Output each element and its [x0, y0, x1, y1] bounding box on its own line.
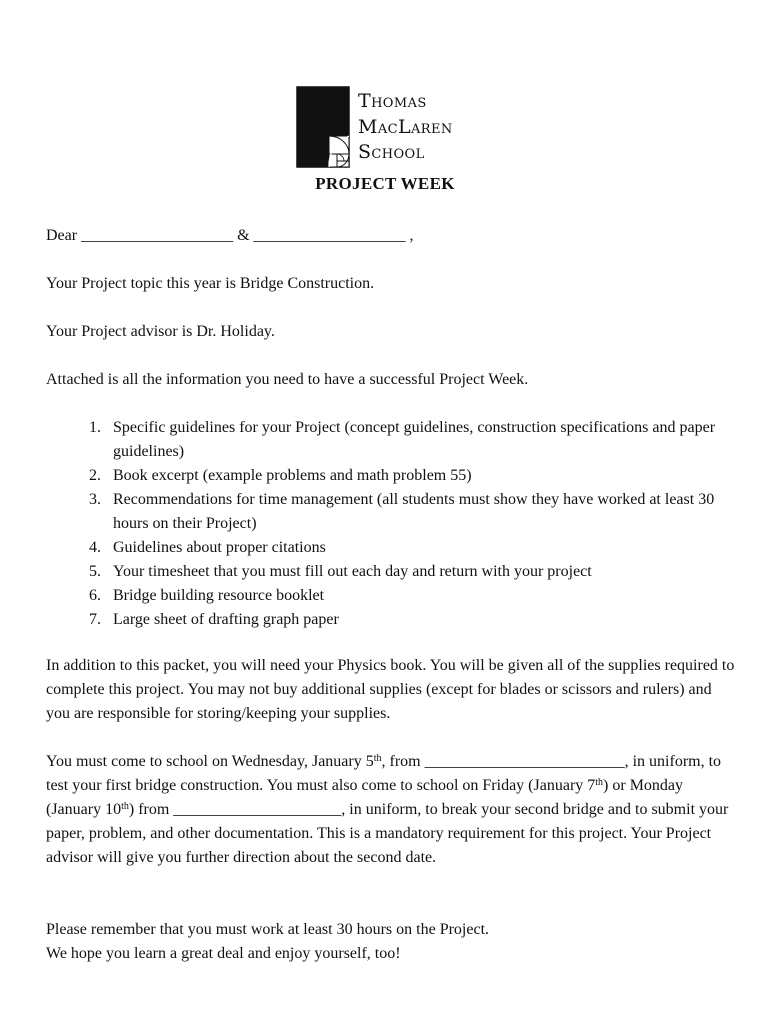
- list-item: [46, 416, 736, 464]
- page-title: PROJECT WEEK: [315, 174, 455, 193]
- list-number: 7.: [89, 611, 101, 628]
- list-item: [46, 584, 736, 608]
- attachments-list: [46, 416, 736, 632]
- list-item-text: Bridge building resource booklet: [113, 587, 325, 604]
- schedule-text-c: ) or Monday (January 10: [46, 777, 684, 818]
- golden-spiral-logo-icon: [296, 86, 350, 168]
- school-logo: [296, 86, 496, 170]
- advisor-line: Your Project advisor is Dr. Holiday.: [46, 323, 275, 340]
- schedule-text-d: ) from _____________________, in uniform, to break your second bridge and to submit your paper, problem, and other documentation. This is a mandatory requirement for this project. Your Project advisor will give you further direction about the second date.: [46, 801, 729, 866]
- schedule-paragraph: [46, 750, 736, 870]
- list-item: [46, 608, 736, 632]
- list-item-text: Your timesheet that you must fill out each day and return with your project: [113, 563, 592, 580]
- list-number: 4.: [89, 539, 101, 556]
- list-item-text: Book excerpt (example problems and math problem 55): [113, 467, 472, 484]
- list-number: 1.: [89, 419, 101, 436]
- ordinal-suffix: th: [373, 753, 382, 764]
- list-item: [46, 488, 736, 536]
- list-number: 2.: [89, 467, 101, 484]
- logo-line-3: School: [358, 141, 425, 163]
- list-item-text: Large sheet of drafting graph paper: [113, 611, 339, 628]
- list-item: [46, 464, 736, 488]
- attached-line: Attached is all the information you need to have a successful Project Week.: [46, 371, 529, 388]
- list-number: 3.: [89, 491, 101, 508]
- schedule-text-b: , from _________________________, in uniform, to test your first bridge construction. You must also come to school on Friday (January 7: [46, 753, 722, 794]
- salutation: Dear ___________________ & ___________________ ,: [46, 227, 414, 244]
- list-number: 6.: [89, 587, 101, 604]
- list-item: [46, 536, 736, 560]
- schedule-text-a: You must come to school on Wednesday, January 5: [46, 753, 374, 770]
- addition-paragraph: In addition to this packet, you will need your Physics book. You will be given all of the supplies required to complete this project. You may not buy additional supplies (except for blades or scissors and rulers) and you are responsible for storing/keeping your supplies.: [46, 657, 735, 722]
- list-number: 5.: [89, 563, 101, 580]
- logo-wordmark: [358, 89, 453, 166]
- closing-line-1: Please remember that you must work at least 30 hours on the Project.: [46, 921, 490, 938]
- list-item: [46, 560, 736, 584]
- ordinal-suffix: th: [595, 777, 604, 788]
- topic-line: Your Project topic this year is Bridge Construction.: [46, 275, 375, 292]
- list-item-text: Guidelines about proper citations: [113, 539, 326, 556]
- closing-line-2: We hope you learn a great deal and enjoy yourself, too!: [46, 945, 401, 962]
- list-item-text: Recommendations for time management (all students must show they have worked at least 30 hours on their Project): [113, 491, 715, 532]
- list-item-text: Specific guidelines for your Project (concept guidelines, construction specifications and paper guidelines): [113, 419, 716, 460]
- ordinal-suffix: th: [121, 801, 129, 812]
- logo-line-2: MacLaren: [358, 115, 453, 138]
- logo-line-1: Thomas: [358, 90, 427, 112]
